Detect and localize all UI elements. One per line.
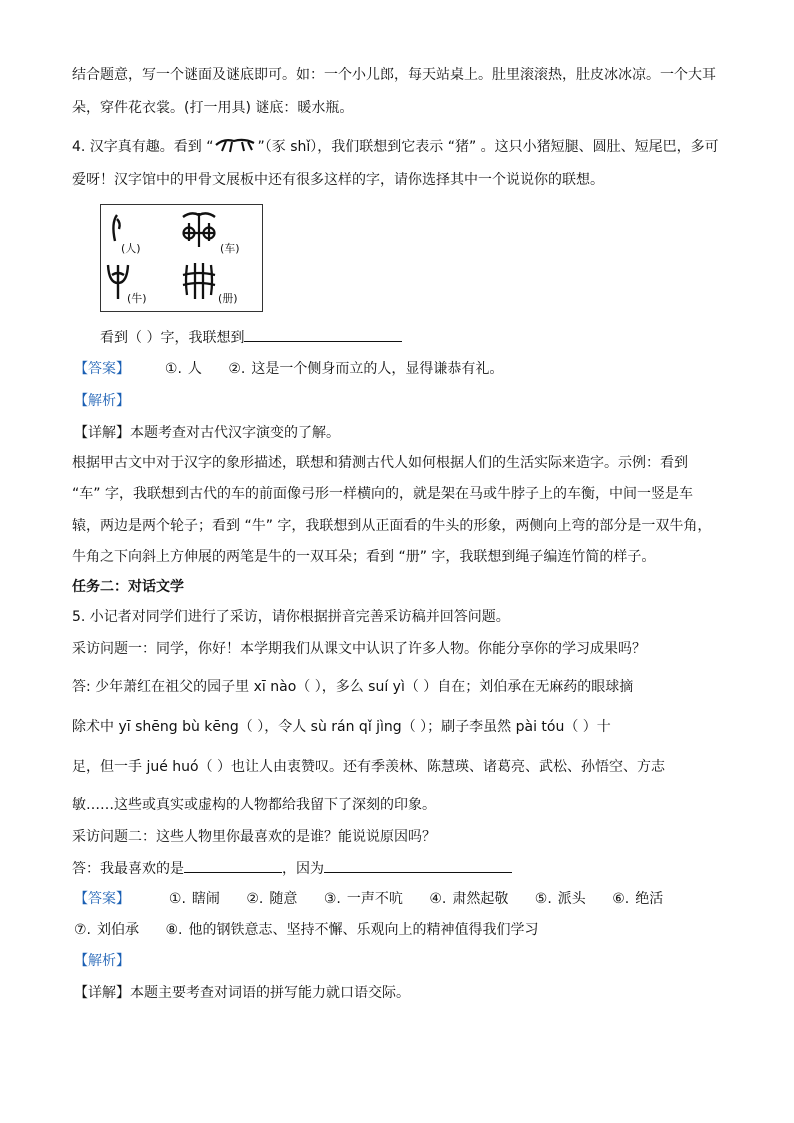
q5-line-7: 采访问题二：这些人物里你最喜欢的是谁？能说说原因吗？ bbox=[72, 829, 436, 845]
q5-answer-2: 随意 bbox=[269, 891, 298, 907]
q5-answer-row-2 bbox=[74, 920, 538, 940]
q4-detail bbox=[74, 423, 340, 443]
q4-para-4: 牛角之下向斜上方伸展的两笔是牛的一双耳朵；看到 “册” 字，我联想到绳子编连竹简的样子。 bbox=[72, 549, 656, 565]
q5-line-5: 足，但一手 jué huó（ ）也让人由衷赞叹。还有季羡林、陈慧瑛、诸葛亮、武松、孙悟空、方志 bbox=[72, 759, 666, 775]
intro-line-2: 朵，穿件花衣裳。(打一用具) 谜底：暖水瓶。 bbox=[72, 100, 354, 116]
oracle-ren-icon bbox=[107, 213, 125, 243]
q5-answer-8-num: ⑧. bbox=[165, 922, 183, 938]
q5-line-8-b: ，因为 bbox=[282, 861, 324, 877]
q5-detail-text: 本题主要考查对词语的拼写能力就口语交际。 bbox=[130, 985, 410, 1001]
q4-line-1-a: 4. 汉字真有趣。看到 “ bbox=[72, 139, 214, 155]
q5-answer-7: 刘伯承 bbox=[97, 922, 140, 938]
q5-line-3: 答: 少年萧红在祖父的园子里 xī nào（ ），多么 suí yì（ ）自在；刘伯承在无麻药的眼球摘 bbox=[72, 679, 634, 695]
q4-fill-text: 看到（ ）字，我联想到 bbox=[100, 330, 245, 346]
q5-analysis-tag: 【解析】 bbox=[74, 953, 130, 969]
label-ren: (人) bbox=[121, 242, 141, 255]
q5-answer-4: 肃然起敬 bbox=[452, 891, 509, 907]
oracle-pig-icon bbox=[214, 135, 258, 155]
label-ce: (册) bbox=[218, 292, 238, 305]
q5-line-8-a: 答：我最喜欢的是 bbox=[72, 861, 184, 877]
q5-answer-6-num: ⑥. bbox=[612, 891, 630, 907]
q5-answer-2-num: ②. bbox=[246, 891, 264, 907]
q4-line-1 bbox=[72, 135, 719, 157]
label-che: (车) bbox=[220, 242, 240, 255]
q5-answer-8: 他的钢铁意志、坚持不懈、乐观向上的精神值得我们学习 bbox=[188, 922, 539, 938]
q5-answer-6: 绝活 bbox=[635, 891, 664, 907]
q4-line-1-b: ”（豕 shǐ），我们联想到它表示 “猪” 。这只小猪短腿、圆肚、短尾巴，多可 bbox=[257, 139, 719, 155]
q4-answer-2: 这是一个侧身而立的人，显得谦恭有礼。 bbox=[251, 361, 504, 377]
q5-answer-1: 瞎闹 bbox=[191, 891, 220, 907]
oracle-bone-figure bbox=[100, 204, 263, 312]
q5-favorite-blank[interactable] bbox=[184, 858, 282, 873]
q4-fill-line bbox=[100, 327, 402, 348]
intro-line-1: 结合题意，写一个谜面及谜底即可。如：一个小儿郎，每天站桌上。肚里滚滚热，肚皮冰冰凉。一个大耳 bbox=[72, 67, 716, 83]
q5-line-6: 敏……这些或真实或虚构的人物都给我留下了深刻的印象。 bbox=[72, 797, 436, 813]
q5-line-4: 除术中 yī shēng bù kēng（ ），令人 sù rán qǐ jìng（ ）；刷子李虽然 pài tóu（ ）十 bbox=[72, 719, 611, 735]
oracle-ce-icon bbox=[181, 261, 217, 301]
q5-line-8 bbox=[72, 858, 512, 879]
q5-answer-3-num: ③. bbox=[323, 891, 341, 907]
q4-para-3: 辕，两边是两个轮子；看到 “牛” 字，我联想到从正面看的牛头的形象，两侧向上弯的部分是一双牛角， bbox=[72, 518, 712, 534]
q4-answer-1: 人 bbox=[187, 361, 202, 377]
q4-para-2: “车” 字，我联想到古代的车的前面像弓形一样横向的，就是架在马或牛脖子上的车衡，中间一竖是车 bbox=[72, 486, 693, 502]
q5-answer-7-num: ⑦. bbox=[74, 922, 92, 938]
q5-answer-row-1 bbox=[74, 889, 663, 909]
q5-answer-3: 一声不吭 bbox=[346, 891, 403, 907]
q4-line-2: 爱呀！汉字馆中的甲骨文展板中还有很多这样的字，请你选择其中一个说说你的联想。 bbox=[72, 172, 604, 188]
q4-analysis-tag: 【解析】 bbox=[74, 393, 130, 409]
q4-detail-tag: 【详解】 bbox=[74, 425, 130, 441]
q5-answer-5: 派头 bbox=[557, 891, 586, 907]
q5-line-2: 采访问题一：同学，你好！本学期我们从课文中认识了许多人物。你能分享你的学习成果吗？ bbox=[72, 641, 646, 657]
q5-line-1: 5. 小记者对同学们进行了采访，请你根据拼音完善采访稿并回答问题。 bbox=[72, 609, 510, 625]
q5-answer-1-num: ①. bbox=[168, 891, 186, 907]
q5-answer-tag: 【答案】 bbox=[74, 891, 130, 907]
q4-answer-1-num: ①. bbox=[164, 361, 182, 377]
q5-answer-5-num: ⑤. bbox=[534, 891, 552, 907]
task2-title: 任务二：对话文学 bbox=[72, 579, 184, 595]
q4-para-1: 根据甲古文中对于汉字的象形描述，联想和猜测古代人如何根据人们的生活实际来造字。示例：看到 bbox=[72, 455, 688, 471]
q5-answer-4-num: ④. bbox=[429, 891, 447, 907]
q5-reason-blank[interactable] bbox=[324, 858, 512, 873]
oracle-che-icon bbox=[179, 209, 219, 249]
q4-detail-text: 本题考查对古代汉字演变的了解。 bbox=[130, 425, 340, 441]
q4-answer bbox=[74, 359, 503, 379]
q5-detail bbox=[74, 983, 410, 1003]
q5-detail-tag: 【详解】 bbox=[74, 985, 130, 1001]
q4-fill-blank[interactable] bbox=[244, 327, 402, 342]
q4-answer-2-num: ②. bbox=[228, 361, 246, 377]
label-niu: (牛) bbox=[127, 292, 147, 305]
q4-answer-tag: 【答案】 bbox=[74, 361, 130, 377]
